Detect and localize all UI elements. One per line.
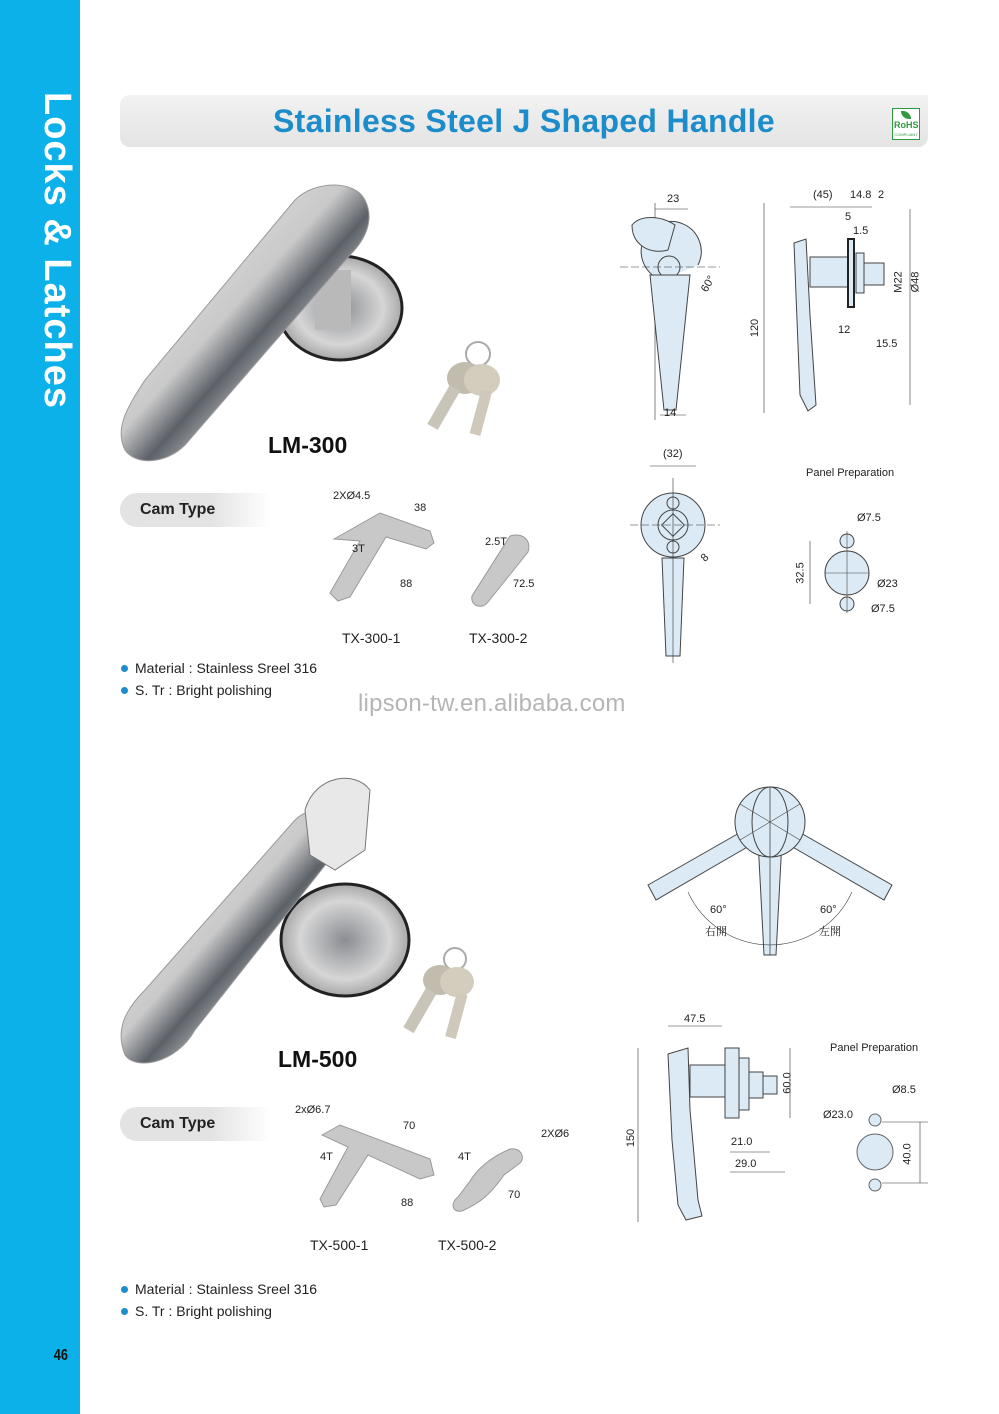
dim-side-diameter: Ø48 — [909, 271, 922, 293]
lm300-side-drawing — [760, 195, 930, 420]
rotation-right-angle: 60° — [820, 904, 837, 916]
dim-lm500-flange: 60.0 — [781, 1072, 794, 1094]
tx500-1-thickness: 4T — [320, 1151, 333, 1163]
dim-front-bottom: 14 — [664, 407, 677, 419]
dim-lm500-height: 150 — [625, 1128, 638, 1148]
rotation-left-label: 右開 — [705, 926, 727, 938]
dim-side-d4: 1.5 — [853, 225, 869, 237]
dim-lm500-depth: 47.5 — [684, 1013, 706, 1025]
tx300-1-width: 38 — [414, 502, 427, 514]
title-banner — [120, 95, 928, 147]
panel-hole-center: Ø23.0 — [823, 1109, 853, 1121]
dim-side-d1: 14.8 — [850, 189, 872, 201]
rohs-leaf-icon — [901, 111, 911, 119]
dim-back-square: 8 — [698, 551, 712, 565]
dim-side-thread: M22 — [892, 271, 905, 293]
cam-name-tx500-1: TX-500-1 — [310, 1237, 369, 1253]
cam-type-label-lm300 — [120, 493, 270, 527]
page-number: 46 — [53, 1347, 69, 1364]
tx300-1-thickness: 3T — [352, 543, 365, 555]
tx500-1-width: 70 — [403, 1120, 416, 1132]
lm300-keys-photo — [420, 340, 510, 440]
panel-hole-center: Ø23 — [877, 578, 898, 590]
rohs-label: RoHS — [894, 120, 919, 130]
tx500-2-holes: 2XØ6 — [541, 1128, 570, 1140]
panel-hole-top: Ø7.5 — [857, 512, 881, 524]
rohs-badge — [892, 108, 920, 140]
dim-side-height: 120 — [749, 318, 762, 338]
panel-prep-title-lm500: Panel Preparation — [830, 1042, 919, 1054]
section-title: Locks & Latches — [36, 92, 78, 409]
dim-side-d3: 5 — [845, 211, 852, 223]
panel-hole-bottom: Ø7.5 — [871, 603, 895, 615]
rohs-sublabel: COMPLIANT — [894, 132, 918, 137]
spec-material: Material : Stainless Sreel 316 — [121, 657, 317, 679]
dim-back-width: (32) — [663, 448, 683, 460]
rotation-right-label: 左開 — [819, 926, 841, 938]
spec-surface: S. Tr : Bright polishing — [121, 679, 317, 701]
model-label-lm500: LM-500 — [278, 1046, 358, 1072]
dim-lm500-d2: 29.0 — [735, 1158, 757, 1170]
dim-side-d6: 15.5 — [876, 338, 898, 350]
rotation-left-angle: 60° — [710, 904, 727, 916]
lm500-handle-photo — [115, 770, 415, 1070]
lm300-front-drawing — [620, 195, 730, 425]
panel-hole-small: Ø8.5 — [892, 1084, 916, 1096]
tx300-1-length: 88 — [400, 578, 413, 590]
cam-name-tx500-2: TX-500-2 — [438, 1237, 497, 1253]
lm500-panel-prep-drawing — [850, 1110, 930, 1195]
model-label-lm300: LM-300 — [268, 432, 348, 458]
spec-material: Material : Stainless Sreel 316 — [121, 1278, 317, 1300]
lm300-handle-photo — [115, 180, 415, 470]
panel-spacing: 40.0 — [901, 1143, 914, 1165]
watermark: lipson-tw.en.alibaba.com — [358, 690, 626, 717]
tx300-1-holes: 2XØ4.5 — [333, 490, 371, 502]
tx300-2-length: 72.5 — [513, 578, 535, 590]
page-title: Stainless Steel J Shaped Handle — [273, 103, 775, 139]
cam-tx-300-1-photo — [330, 505, 440, 605]
spec-list-lm300 — [121, 657, 317, 701]
dim-front-angle: 60° — [698, 273, 718, 295]
dim-side-depth: (45) — [813, 189, 833, 201]
cam-type-label-lm500 — [120, 1107, 270, 1141]
cam-tx-500-1-photo — [320, 1115, 440, 1215]
tx500-2-thickness: 4T — [458, 1151, 471, 1163]
lm500-rotation-drawing — [640, 770, 900, 960]
dim-lm500-d1: 21.0 — [731, 1136, 753, 1148]
cam-type-text: Cam Type — [140, 501, 216, 518]
dim-front-width: 23 — [667, 193, 680, 205]
cam-type-text: Cam Type — [140, 1115, 216, 1132]
cam-name-tx300-2: TX-300-2 — [469, 630, 528, 646]
tx500-1-holes: 2xØ6.7 — [295, 1104, 331, 1116]
tx500-2-length: 70 — [508, 1189, 521, 1201]
panel-spacing: 32.5 — [794, 562, 807, 584]
dim-side-d2: 2 — [878, 189, 885, 201]
lm500-side-drawing — [630, 1020, 810, 1230]
spec-surface: S. Tr : Bright polishing — [121, 1300, 317, 1322]
tx300-2-thickness: 2.5T — [485, 536, 508, 548]
cam-name-tx300-1: TX-300-1 — [342, 630, 401, 646]
spec-list-lm500 — [121, 1278, 317, 1322]
tx500-1-length: 88 — [401, 1197, 414, 1209]
dim-side-d5: 12 — [838, 324, 851, 336]
panel-prep-title-lm300: Panel Preparation — [806, 467, 895, 479]
lm500-keys-photo — [395, 945, 485, 1045]
